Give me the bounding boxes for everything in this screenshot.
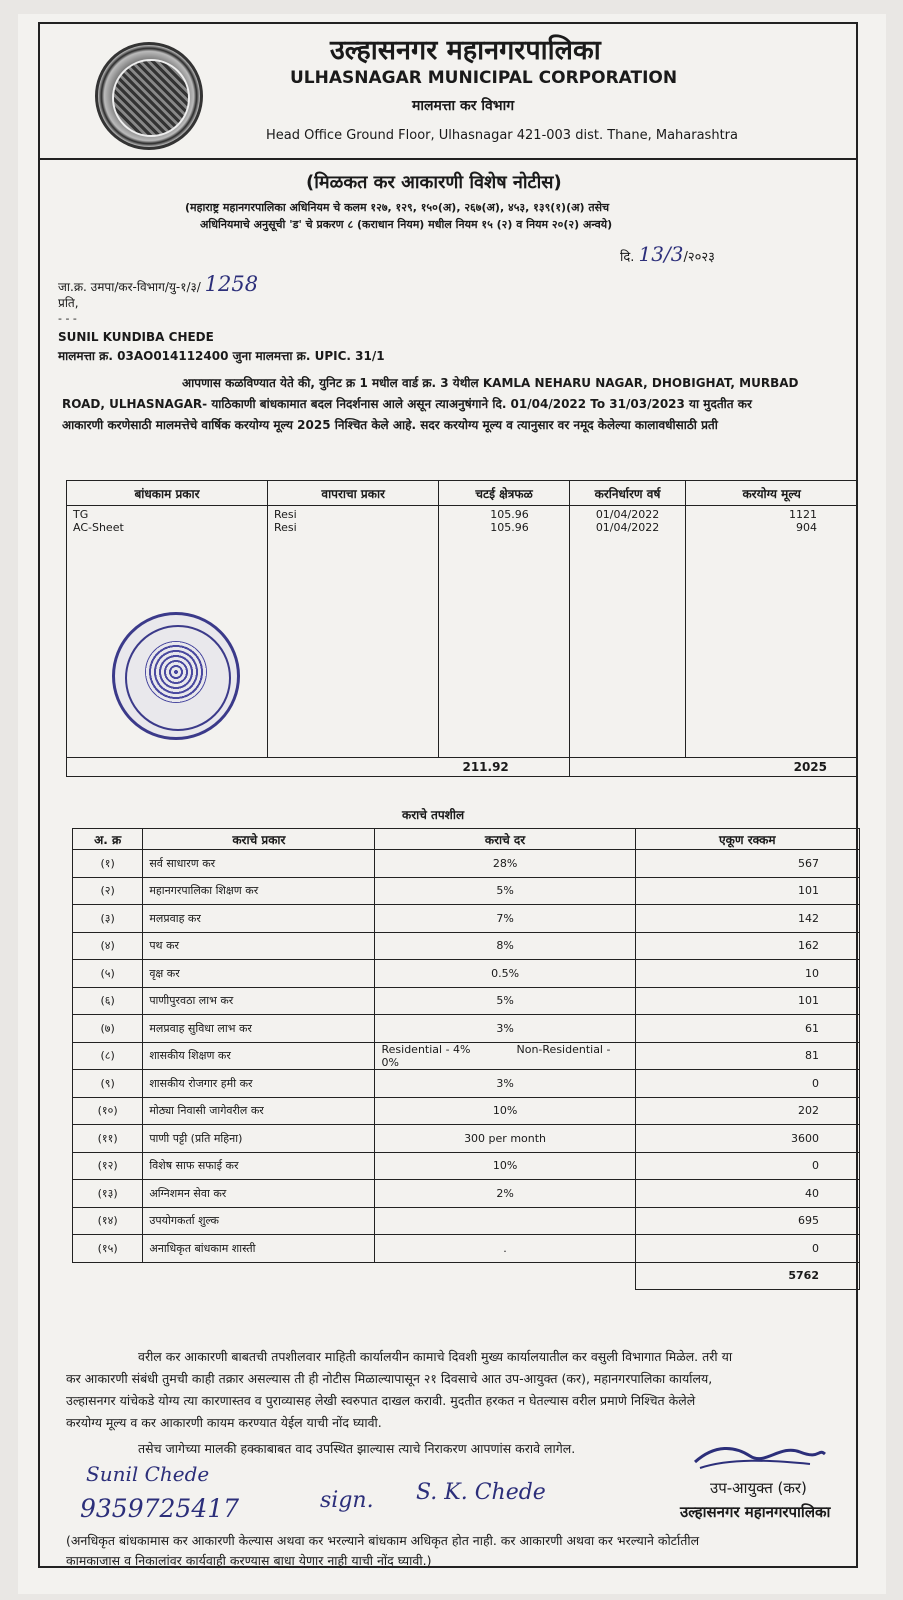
legal-note-line-1: (अनधिकृत बांधकामास कर आकारणी केल्यास अथवा कर भरल्याने बांधकाम अधिकृत होत नाही. कर आकारणी अथवा कर भरल्याने कोर्टातील bbox=[66, 1533, 700, 1548]
footer-paragraph-line-1: वरील कर आकारणी बाबतची तपशीलवार माहिती कार्यालयीन कामाचे दिवशी मुख्य कार्यालयातील कर वसुली विभागात मिळेल. तरी या bbox=[138, 1349, 733, 1364]
tax-rate: 28% bbox=[375, 850, 635, 878]
tax-rate: 10% bbox=[375, 1097, 635, 1125]
tax-amount: 81 bbox=[635, 1042, 859, 1070]
official-seal-stamp bbox=[112, 612, 240, 740]
date-handwritten: 13/3 bbox=[638, 242, 684, 266]
tax-rate bbox=[375, 1207, 635, 1235]
tax-serial: (५) bbox=[73, 960, 143, 988]
tax-rate bbox=[375, 1042, 635, 1070]
officer-organization: उल्हासनगर महानगरपालिका bbox=[680, 1503, 831, 1521]
col-taxable-value: करयोग्य मूल्य bbox=[686, 481, 858, 506]
tax-amount: 3600 bbox=[635, 1125, 859, 1153]
tax-amount: 567 bbox=[635, 850, 859, 878]
cell-usage: Resi Resi bbox=[268, 506, 439, 758]
tax-serial: (११) bbox=[73, 1125, 143, 1153]
cell-year: 01/04/2022 01/04/2022 bbox=[569, 506, 685, 758]
tax-type: पथ कर bbox=[143, 932, 375, 960]
tax-amount: 101 bbox=[635, 877, 859, 905]
table-row bbox=[73, 1097, 860, 1125]
tax-type: मोठ्या निवासी जागेवरील कर bbox=[143, 1097, 375, 1125]
reference-handwritten: 1258 bbox=[204, 272, 259, 296]
header-divider bbox=[40, 158, 858, 160]
tax-amount: 10 bbox=[635, 960, 859, 988]
tax-amount: 0 bbox=[635, 1070, 859, 1098]
tax-serial: (१३) bbox=[73, 1180, 143, 1208]
tax-amount: 162 bbox=[635, 932, 859, 960]
col-total-amount: एकूण रक्कम bbox=[635, 829, 859, 850]
tax-rate: 0.5% bbox=[375, 960, 635, 988]
table-row bbox=[73, 1125, 860, 1153]
tax-serial: (८) bbox=[73, 1042, 143, 1070]
tax-type: विशेष साफ सफाई कर bbox=[143, 1152, 375, 1180]
tax-amount: 0 bbox=[635, 1152, 859, 1180]
handwritten-signature: S. K. Chede bbox=[416, 1480, 546, 1505]
table-row bbox=[73, 960, 860, 988]
tax-serial: (१२) bbox=[73, 1152, 143, 1180]
tax-amount: 40 bbox=[635, 1180, 859, 1208]
tax-serial: (३) bbox=[73, 905, 143, 933]
recipient-label: प्रति, bbox=[58, 296, 79, 310]
tax-rate: 3% bbox=[375, 1070, 635, 1098]
table-row bbox=[73, 1207, 860, 1235]
tax-rate: 5% bbox=[375, 877, 635, 905]
table-row bbox=[73, 1070, 860, 1098]
table-row bbox=[73, 932, 860, 960]
tax-type: महानगरपालिका शिक्षण कर bbox=[143, 877, 375, 905]
col-construction-type: बांधकाम प्रकार bbox=[67, 481, 268, 506]
tax-rate: . bbox=[375, 1235, 635, 1263]
tax-amount: 695 bbox=[635, 1207, 859, 1235]
cell-value: 1121 904 bbox=[686, 506, 858, 758]
tax-serial: (१४) bbox=[73, 1207, 143, 1235]
table-row bbox=[73, 1180, 860, 1208]
col-tax-rate: कराचे दर bbox=[375, 829, 635, 850]
tax-type: वृक्ष कर bbox=[143, 960, 375, 988]
tax-rate: 300 per month bbox=[375, 1125, 635, 1153]
tax-rate: 8% bbox=[375, 932, 635, 960]
table-row bbox=[73, 877, 860, 905]
grand-total-amount: 5762 bbox=[635, 1262, 859, 1290]
handwritten-sign-label: sign. bbox=[320, 1488, 374, 1513]
col-usage-type: वापराचा प्रकार bbox=[268, 481, 439, 506]
table-row bbox=[73, 1152, 860, 1180]
rate-non-residential: Non-Residential - 0% bbox=[381, 1042, 611, 1069]
tax-rate: 3% bbox=[375, 1015, 635, 1043]
col-tax-type: कराचे प्रकार bbox=[143, 829, 375, 850]
handwritten-name: Sunil Chede bbox=[86, 1462, 210, 1486]
tax-amount: 101 bbox=[635, 987, 859, 1015]
title-english: ULHASNAGAR MUNICIPAL CORPORATION bbox=[290, 68, 678, 88]
table-row bbox=[73, 1235, 860, 1263]
corporation-logo-emblem bbox=[95, 42, 203, 150]
tax-type: शासकीय शिक्षण कर bbox=[143, 1042, 375, 1070]
col-carpet-area: चटई क्षेत्रफळ bbox=[439, 481, 569, 506]
tax-type: पाणीपुरवठा लाभ कर bbox=[143, 987, 375, 1015]
table-row bbox=[73, 1042, 860, 1070]
tax-serial: (७) bbox=[73, 1015, 143, 1043]
tax-type: अनाधिकृत बांधकाम शास्ती bbox=[143, 1235, 375, 1263]
officer-title: उप-आयुक्त (कर) bbox=[710, 1479, 807, 1497]
owner-name: SUNIL KUNDIBA CHEDE bbox=[58, 330, 214, 344]
title-marathi: उल्हासनगर महानगरपालिका bbox=[330, 35, 601, 66]
footer-paragraph-line-4: करयोग्य मूल्य व कर आकारणी कायम करण्यात येईल याची नोंद घ्यावी. bbox=[66, 1415, 382, 1430]
tax-serial: (१५) bbox=[73, 1235, 143, 1263]
tax-type: पाणी पट्टी (प्रति महिना) bbox=[143, 1125, 375, 1153]
tax-amount: 142 bbox=[635, 905, 859, 933]
tax-serial: (६) bbox=[73, 987, 143, 1015]
footer-paragraph-line-3: उल्हासनगर यांचेकडे योग्य त्या कारणास्तव व पुराव्यासह लेखी स्वरुपात दाखल करावी. मुदतीत हरकत न घेतल्यास वरील प्रमाणे निश्चित केलेले bbox=[66, 1393, 696, 1408]
notice-date bbox=[620, 242, 715, 266]
law-reference-line-2: अधिनियमाचे अनुसूची 'ड' चे प्रकरण ८ (कराधान नियम) मधील नियम १५ (२) व नियम २०(२) अन्वये) bbox=[200, 218, 613, 231]
tax-type: उपयोगकर्ता शुल्क bbox=[143, 1207, 375, 1235]
notice-border bbox=[38, 22, 858, 1568]
date-prefix: दि. bbox=[620, 250, 635, 265]
total-area: 211.92 bbox=[67, 758, 570, 777]
notice-paragraph-line-2: ROAD, ULHASNAGAR- याठिकाणी बांधकामात बदल निदर्शनास आले असून त्याअनुषंगाने दि. 01/04/2022 To 31/03/2023 या मुदतीत कर bbox=[62, 397, 752, 411]
tax-serial: (२) bbox=[73, 877, 143, 905]
cell-area: 105.96 105.96 bbox=[439, 506, 569, 758]
handwritten-phone: 9359725417 bbox=[80, 1494, 240, 1523]
tax-rate: 5% bbox=[375, 987, 635, 1015]
tax-serial: (९) bbox=[73, 1070, 143, 1098]
tax-serial: (१) bbox=[73, 850, 143, 878]
officer-signature-scribble bbox=[690, 1434, 830, 1474]
notice-paragraph-line-1: आपणास कळविण्यात येते की, युनिट क्र 1 मधील वार्ड क्र. 3 येथील KAMLA NEHARU NAGAR, DHOBIGHAT, MURBAD bbox=[182, 376, 799, 390]
property-number-line: मालमत्ता क्र. 03AO014112400 जुना मालमत्ता क्र. UPIC. 31/1 bbox=[58, 349, 385, 363]
tax-serial: (१०) bbox=[73, 1097, 143, 1125]
tax-type: मलप्रवाह कर bbox=[143, 905, 375, 933]
ownership-dispute-note: तसेच जागेच्या मालकी हक्काबाबत वाद उपस्थित झाल्यास त्याचे निराकरण आपणांस करावे लागेल. bbox=[138, 1441, 576, 1456]
col-serial: अ. क्र bbox=[73, 829, 143, 850]
table-row bbox=[73, 850, 860, 878]
tax-amount: 202 bbox=[635, 1097, 859, 1125]
tax-rate: 7% bbox=[375, 905, 635, 933]
date-year: /२०२३ bbox=[683, 250, 715, 265]
table-row bbox=[73, 905, 860, 933]
law-reference-line-1: (महाराष्ट्र महानगरपालिका अधिनियम चे कलम १२७, १२९, १५०(अ), २६७(अ), ४५३, १३९(१)(अ) तसेच bbox=[185, 201, 610, 214]
tax-type: शासकीय रोजगार हमी कर bbox=[143, 1070, 375, 1098]
table-row bbox=[73, 987, 860, 1015]
notice-heading: (मिळकत कर आकारणी विशेष नोटीस) bbox=[306, 172, 562, 193]
tax-details-caption: कराचे तपशील bbox=[402, 808, 465, 822]
recipient-dashes: - - - bbox=[58, 312, 77, 325]
legal-note-line-2: कामकाजास व निकालांवर कार्यवाही करण्यास बाधा येणार नाही याची नोंद घ्यावी.) bbox=[66, 1553, 432, 1568]
reference-number bbox=[58, 272, 258, 296]
department-name: मालमत्ता कर विभाग bbox=[412, 98, 515, 114]
tax-amount: 61 bbox=[635, 1015, 859, 1043]
tax-serial: (४) bbox=[73, 932, 143, 960]
cell-construction: TG AC-Sheet bbox=[67, 506, 268, 758]
col-assessment-year: करनिर्धारण वर्ष bbox=[569, 481, 685, 506]
office-address: Head Office Ground Floor, Ulhasnagar 421-003 dist. Thane, Maharashtra bbox=[266, 128, 738, 143]
reference-label: जा.क्र. उमपा/कर-विभाग/यु-१/३/ bbox=[58, 280, 201, 294]
tax-details-table bbox=[72, 828, 860, 1290]
tax-rate: 2% bbox=[375, 1180, 635, 1208]
tax-type: मलप्रवाह सुविधा लाभ कर bbox=[143, 1015, 375, 1043]
table-row bbox=[73, 1015, 860, 1043]
total-taxable-value: 2025 bbox=[569, 758, 857, 777]
tax-type: अग्निशमन सेवा कर bbox=[143, 1180, 375, 1208]
tax-rate: 10% bbox=[375, 1152, 635, 1180]
footer-paragraph-line-2: कर आकारणी संबंधी तुमची काही तक्रार असल्यास ती ही नोटीस मिळाल्यापासून २१ दिवसाचे आत उप-आयुक्त (कर), महानगरपालिका कार्यालय, bbox=[66, 1371, 713, 1386]
rate-residential: Residential - 4% bbox=[381, 1042, 471, 1056]
notice-paragraph-line-3: आकारणी करणेसाठी मालमत्तेचे वार्षिक करयोग्य मूल्य 2025 निश्चित केले आहे. सदर करयोग्य मूल्य व त्यानुसार वर नमूद केलेल्या कालावधीसाठी प्रती bbox=[62, 418, 718, 432]
tax-type: सर्व साधारण कर bbox=[143, 850, 375, 878]
tax-amount: 0 bbox=[635, 1235, 859, 1263]
